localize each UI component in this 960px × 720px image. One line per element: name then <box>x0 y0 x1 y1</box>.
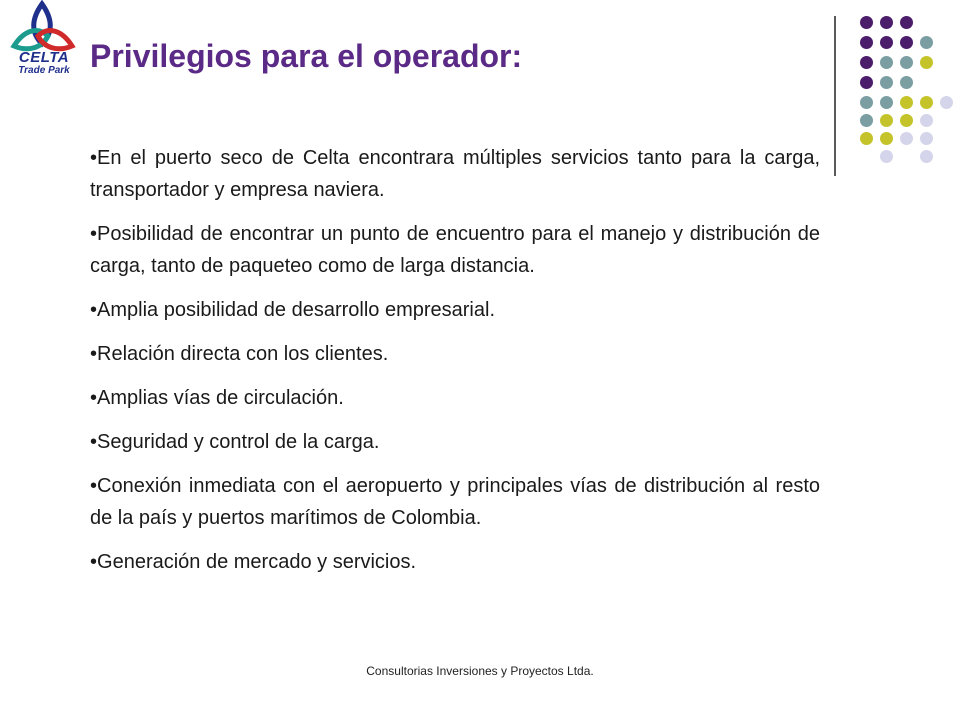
decorative-dot <box>860 132 873 145</box>
decorative-dot <box>880 114 893 127</box>
bullet-item: • En el puerto seco de Celta encontrara múltiples servicios tanto para la carga, transportador y empresa naviera. <box>90 142 820 206</box>
decorative-dot <box>880 36 893 49</box>
decorative-dot <box>860 114 873 127</box>
bullet-list <box>90 142 820 590</box>
decorative-dot <box>920 96 933 109</box>
decorative-dot <box>900 36 913 49</box>
decorative-dot <box>900 114 913 127</box>
decorative-dot <box>860 76 873 89</box>
decorative-dot <box>900 132 913 145</box>
decorative-dot <box>860 16 873 29</box>
bullet-item: • Relación directa con los clientes. <box>90 338 820 370</box>
decorative-dot <box>880 56 893 69</box>
decorative-dot <box>920 132 933 145</box>
bullet-item: • Amplia posibilidad de desarrollo empresarial. <box>90 294 820 326</box>
bullet-item: • Conexión inmediata con el aeropuerto y principales vías de distribución al resto de la país y puertos marítimos de Colombia. <box>90 470 820 534</box>
logo-subtitle: Trade Park <box>18 65 70 76</box>
bullet-item: • Generación de mercado y servicios. <box>90 546 820 578</box>
decorative-dot <box>920 114 933 127</box>
decorative-dot <box>880 96 893 109</box>
bullet-item: • Posibilidad de encontrar un punto de encuentro para el manejo y distribución de carga, tanto de paqueteo como de larga distancia. <box>90 218 820 282</box>
bullet-item: • Amplias vías de circulación. <box>90 382 820 414</box>
decorative-dot <box>920 56 933 69</box>
decorative-dot <box>860 96 873 109</box>
celta-logo <box>2 0 86 76</box>
decorative-dot <box>900 56 913 69</box>
decorative-dot <box>920 150 933 163</box>
decorative-dot-grid <box>842 10 960 160</box>
decorative-dot <box>860 56 873 69</box>
bullet-item: • Seguridad y control de la carga. <box>90 426 820 458</box>
decorative-dot <box>900 76 913 89</box>
logo-brand: CELTA <box>18 49 70 66</box>
decorative-dot <box>880 16 893 29</box>
celta-knot-icon <box>2 0 86 56</box>
decorative-dot <box>900 16 913 29</box>
decorative-dot <box>860 36 873 49</box>
decorative-dot <box>920 36 933 49</box>
decorative-dot <box>880 150 893 163</box>
decorative-dot <box>880 76 893 89</box>
decorative-dot <box>880 132 893 145</box>
logo-wordmark <box>2 50 86 76</box>
decorative-dot <box>900 96 913 109</box>
decorative-dot <box>940 96 953 109</box>
slide-title: Privilegios para el operador: <box>90 38 523 74</box>
footer-text: Consultorias Inversiones y Proyectos Ltda. <box>366 664 594 678</box>
vertical-divider <box>834 16 836 176</box>
